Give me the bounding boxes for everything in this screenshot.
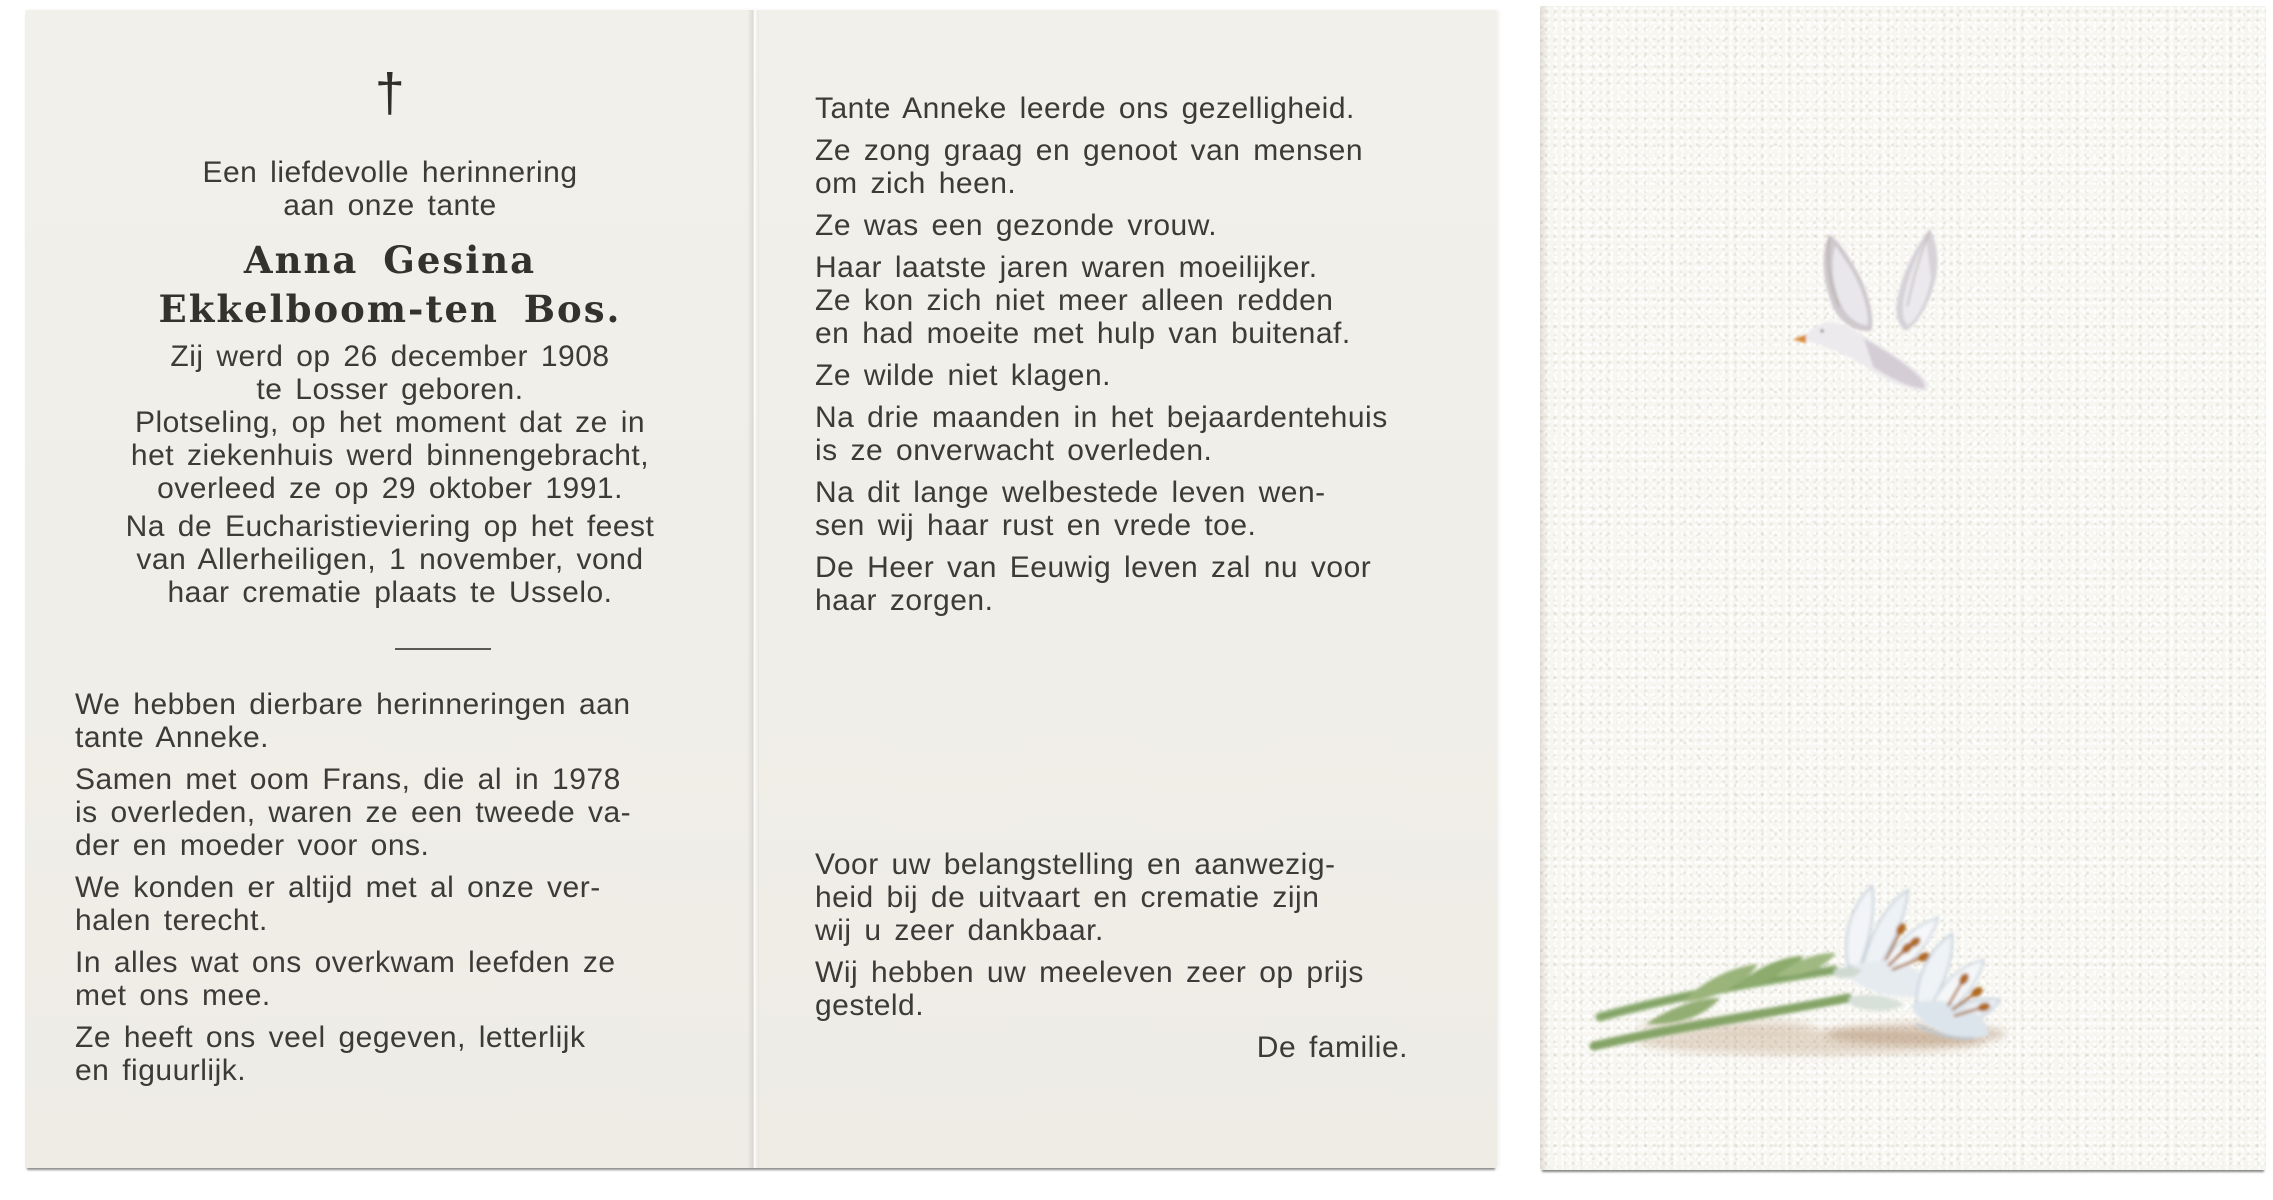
section-divider xyxy=(395,648,491,650)
paragraph xyxy=(75,1021,705,1087)
paragraph xyxy=(815,359,1460,392)
tribute-text xyxy=(815,92,1460,626)
dove-illustration xyxy=(1788,222,1968,400)
text-line: sen wij haar rust en vrede toe. xyxy=(815,509,1257,542)
birth-death-text xyxy=(75,340,705,505)
text-line: aan onze tante xyxy=(283,189,497,222)
text-line: Ze zong graag en genoot van mensen xyxy=(815,134,1364,167)
back-card xyxy=(1540,6,2266,1170)
text-line: der en moeder voor ons. xyxy=(75,829,430,862)
text-line: De Heer van Eeuwig leven zal nu voor xyxy=(815,551,1372,584)
text-line: Na drie maanden in het bejaardentehuis xyxy=(815,401,1388,434)
text-line: Wij hebben uw meeleven zeer op prijs xyxy=(815,956,1364,989)
text-line: en had moeite met hulp van buitenaf. xyxy=(815,317,1351,350)
text-line: om zich heen. xyxy=(815,167,1017,200)
text-line: is overleden, waren ze een tweede va- xyxy=(75,796,632,829)
text-line: van Allerheiligen, 1 november, vond xyxy=(136,543,644,576)
text-line: wij u zeer dankbaar. xyxy=(815,914,1104,947)
text-line: Voor uw belangstelling en aanwezig- xyxy=(815,848,1336,881)
text-line: heid bij de uitvaart en crematie zijn xyxy=(815,881,1320,914)
text-line: het ziekenhuis werd binnengebracht, xyxy=(130,439,650,472)
text-line: Plotseling, op het moment dat ze in xyxy=(134,406,646,439)
text-line: tante Anneke. xyxy=(75,721,269,754)
text-line: We hebben dierbare herinneringen aan xyxy=(75,688,631,721)
middle-panel xyxy=(815,10,1460,1168)
text-line: Ekkelboom-ten Bos. xyxy=(158,287,622,331)
text-line: is ze onverwacht overleden. xyxy=(815,434,1213,467)
paragraph xyxy=(815,476,1460,542)
text-line: te Losser geboren. xyxy=(256,373,524,406)
lily-illustration xyxy=(1586,874,2016,1099)
text-line: halen terecht. xyxy=(75,904,268,937)
text-line: Ze heeft ons veel gegeven, letterlijk xyxy=(75,1021,586,1054)
paragraph xyxy=(815,551,1460,617)
funeral-text xyxy=(75,510,705,609)
paragraph xyxy=(75,688,705,754)
text-line: Tante Anneke leerde ons gezelligheid. xyxy=(815,92,1355,125)
text-line: In alles wat ons overkwam leefden ze xyxy=(75,946,616,979)
paragraph xyxy=(75,763,705,862)
text-line: We konden er altijd met al onze ver- xyxy=(75,871,601,904)
signature: De familie. xyxy=(1256,1031,1408,1064)
cross-icon: † xyxy=(374,63,406,123)
text-line: Anna Gesina xyxy=(243,238,537,282)
text-line: Samen met oom Frans, die al in 1978 xyxy=(75,763,621,796)
intro-text xyxy=(75,156,705,222)
text-line: Ze was een gezonde vrouw. xyxy=(815,209,1218,242)
text-line: haar zorgen. xyxy=(815,584,994,617)
text-line: Ze kon zich niet meer alleen redden xyxy=(815,284,1334,317)
fold-crease xyxy=(747,10,759,1168)
text-line: gesteld. xyxy=(815,989,925,1022)
paragraph xyxy=(75,871,705,937)
text-line: haar crematie plaats te Usselo. xyxy=(167,576,613,609)
text-line: met ons mee. xyxy=(75,979,271,1012)
front-card xyxy=(25,10,1497,1168)
paragraph xyxy=(815,92,1460,125)
paragraph xyxy=(815,401,1460,467)
text-line: Na de Eucharistieviering op het feest xyxy=(125,510,655,543)
paragraph xyxy=(815,134,1460,200)
paragraph xyxy=(75,946,705,1012)
paragraph xyxy=(815,956,1460,1022)
memories-text xyxy=(75,688,705,1096)
text-line: Zij werd op 26 december 1908 xyxy=(170,340,610,373)
paragraph xyxy=(815,251,1460,350)
thanks-text xyxy=(815,848,1460,1064)
paragraph xyxy=(815,848,1460,947)
thanks-paragraphs xyxy=(815,848,1460,1022)
text-line: overleed ze op 29 oktober 1991. xyxy=(157,472,623,505)
text-line: Een liefdevolle herinnering xyxy=(202,156,578,189)
text-line: Ze wilde niet klagen. xyxy=(815,359,1111,392)
deceased-name xyxy=(75,236,705,334)
paragraph xyxy=(815,209,1460,242)
text-line: Na dit lange welbestede leven wen- xyxy=(815,476,1326,509)
text-line: en figuurlijk. xyxy=(75,1054,247,1087)
text-line: Haar laatste jaren waren moeilijker. xyxy=(815,251,1318,284)
left-panel xyxy=(75,10,705,1168)
